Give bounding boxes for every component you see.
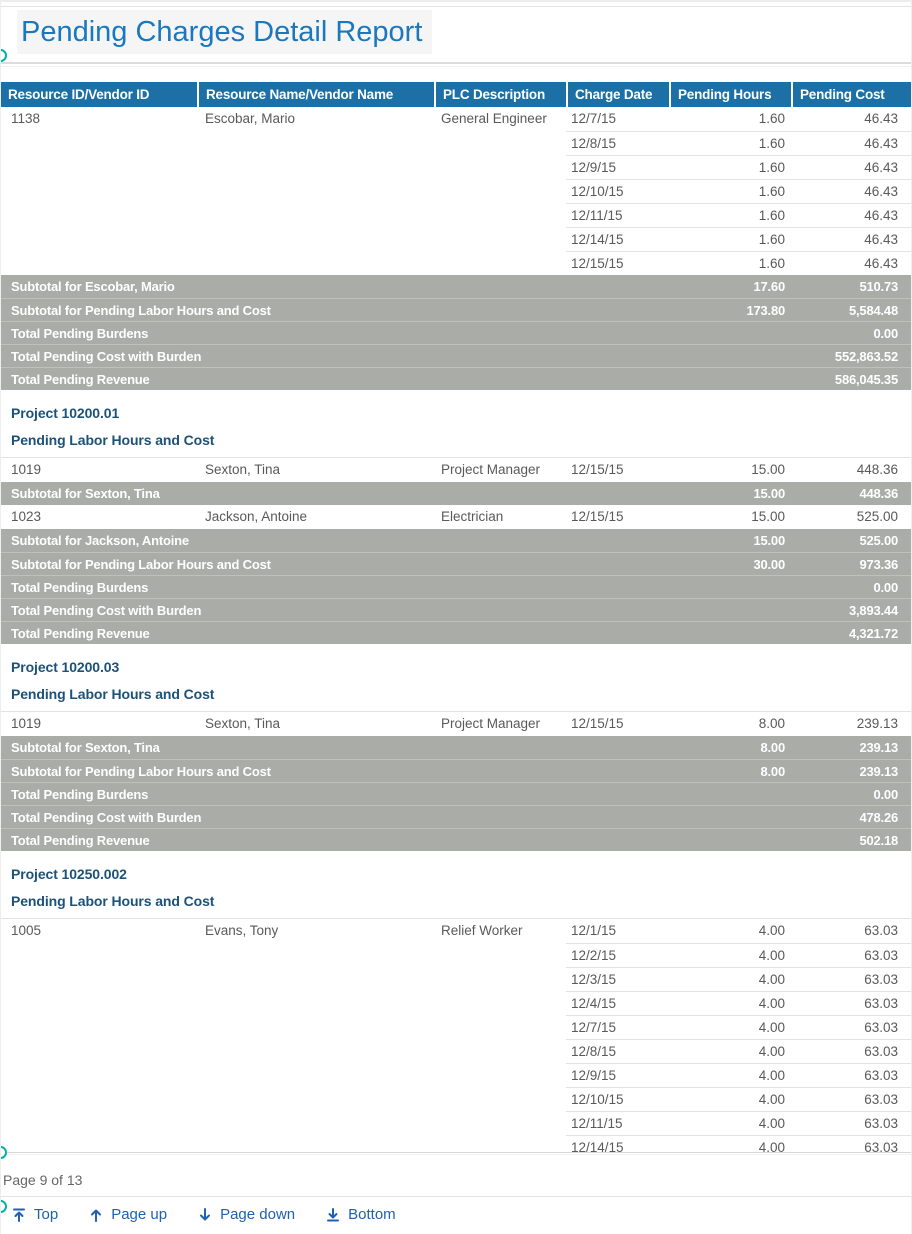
bottom-arrow-icon (325, 1207, 341, 1223)
summary-cost: 239.13 (859, 740, 898, 755)
summary-row (1, 828, 912, 851)
cell-resource-id: 1023 (11, 509, 42, 524)
cell-resource-id: 1019 (11, 716, 42, 731)
cell-pending-hours: 4.00 (669, 967, 791, 991)
summary-cost: 552,863.52 (834, 349, 898, 364)
nav-bottom-button[interactable] (325, 1206, 396, 1223)
nav-page-up-button[interactable] (88, 1206, 167, 1223)
cell-resource-name: Jackson, Antoine (205, 509, 308, 524)
summary-cost: 502.18 (859, 833, 898, 848)
cell-charge-date: 12/9/15 (566, 155, 669, 179)
cell-pending-cost: 46.43 (791, 179, 912, 203)
summary-label: Subtotal for Escobar, Mario (11, 279, 175, 294)
summary-row (1, 621, 912, 644)
teal-edge-marker (0, 49, 7, 62)
summary-hours (669, 576, 791, 599)
title-divider (1, 62, 911, 64)
cell-pending-cost: 63.03 (791, 1111, 912, 1135)
cell-pending-hours: 1.60 (758, 111, 785, 126)
cell-pending-hours: 1.60 (669, 203, 791, 227)
cell-charge-date: 12/15/15 (571, 462, 624, 477)
summary-row (1, 275, 912, 298)
summary-hours (669, 783, 791, 806)
summary-row (1, 575, 912, 598)
project-section-header (1, 851, 912, 919)
cell-pending-hours: 1.60 (669, 155, 791, 179)
cell-pending-cost: 63.03 (791, 1135, 912, 1152)
pagination-nav (11, 1206, 396, 1223)
summary-cost: 586,045.35 (834, 372, 898, 387)
summary-hours: 8.00 (760, 740, 785, 755)
nav-label: Bottom (348, 1206, 396, 1223)
summary-row (1, 598, 912, 621)
cell-charge-date: 12/8/15 (566, 1039, 669, 1063)
summary-label: Total Pending Burdens (11, 787, 149, 802)
cell-charge-date: 12/3/15 (566, 967, 669, 991)
summary-row (1, 482, 912, 505)
summary-hours (669, 345, 791, 368)
summary-hours: 15.00 (753, 486, 785, 501)
summary-label: Total Pending Revenue (11, 372, 150, 387)
cell-pending-cost: 46.43 (864, 111, 898, 126)
up-arrow-icon (88, 1207, 104, 1223)
cell-pending-cost: 63.03 (791, 967, 912, 991)
cell-pending-cost: 239.13 (856, 716, 898, 731)
summary-cost: 239.13 (859, 764, 898, 779)
cell-resource-id: 1019 (11, 462, 42, 477)
cell-pending-hours: 4.00 (758, 923, 785, 938)
summary-label: Total Pending Burdens (11, 580, 149, 595)
cell-resource-name: Escobar, Mario (205, 111, 296, 126)
nav-label: Page down (220, 1206, 296, 1223)
cell-pending-cost: 46.43 (791, 251, 912, 275)
summary-label: Total Pending Cost with Burden (11, 603, 202, 618)
summary-hours: 17.60 (753, 279, 785, 294)
cell-resource-id: 1138 (11, 111, 41, 126)
cell-pending-cost: 46.43 (791, 203, 912, 227)
cell-resource-name: Sexton, Tina (205, 716, 281, 731)
cell-pending-cost: 63.03 (791, 1063, 912, 1087)
cell-charge-date: 12/11/15 (566, 203, 669, 227)
cell-charge-date: 12/4/15 (566, 991, 669, 1015)
cell-charge-date: 12/8/15 (566, 131, 669, 155)
cell-pending-hours: 15.00 (751, 509, 785, 524)
cell-pending-hours: 4.00 (669, 943, 791, 967)
cell-pending-hours: 4.00 (669, 1015, 791, 1039)
column-header-resource-name-vendor-name: Resource Name/Vendor Name (197, 82, 434, 107)
project-heading: Project 10200.03 (11, 659, 120, 675)
table-row-group (1, 712, 912, 736)
cell-plc-description: General Engineer (441, 111, 547, 126)
cell-charge-date: 12/7/15 (571, 111, 617, 126)
cell-charge-date: 12/15/15 (566, 251, 669, 275)
cell-pending-cost: 46.43 (791, 131, 912, 155)
report-body (1, 107, 912, 1152)
footer-divider-3 (1, 1196, 911, 1197)
summary-row (1, 344, 912, 367)
cell-pending-hours: 4.00 (669, 1135, 791, 1152)
cell-charge-date: 12/11/15 (566, 1111, 669, 1135)
summary-row (1, 805, 912, 828)
cell-resource-name: Sexton, Tina (205, 462, 281, 477)
table-row-group (1, 107, 912, 275)
cell-pending-hours: 15.00 (751, 462, 785, 477)
cell-plc-description: Project Manager (441, 716, 541, 731)
cell-pending-cost: 46.43 (791, 155, 912, 179)
cell-charge-date: 12/15/15 (571, 716, 624, 731)
cell-plc-description: Project Manager (441, 462, 541, 477)
summary-hours: 173.80 (746, 303, 785, 318)
summary-label: Subtotal for Sexton, Tina (11, 486, 160, 501)
summary-cost: 525.00 (859, 533, 898, 548)
cell-charge-date: 12/14/15 (566, 227, 669, 251)
cell-pending-cost: 63.03 (791, 943, 912, 967)
summary-hours (669, 829, 791, 852)
cell-pending-cost: 46.43 (791, 227, 912, 251)
summary-row (1, 298, 912, 321)
summary-label: Subtotal for Pending Labor Hours and Cost (11, 303, 271, 318)
project-subheading: Pending Labor Hours and Cost (11, 432, 215, 448)
cell-pending-hours: 4.00 (669, 991, 791, 1015)
summary-cost: 0.00 (873, 326, 898, 341)
summary-cost: 973.36 (859, 557, 898, 572)
table-row-group (1, 505, 912, 529)
column-header-charge-date: Charge Date (566, 82, 669, 107)
summary-label: Subtotal for Pending Labor Hours and Cost (11, 764, 271, 779)
cell-plc-description: Electrician (441, 509, 504, 524)
summary-row (1, 367, 912, 390)
summary-row (1, 736, 912, 759)
title-band (17, 10, 432, 54)
project-heading: Project 10200.01 (11, 405, 120, 421)
cell-pending-hours: 4.00 (669, 1039, 791, 1063)
cell-charge-date: 12/7/15 (566, 1015, 669, 1039)
down-arrow-icon (197, 1207, 213, 1223)
column-header-pending-hours: Pending Hours (669, 82, 791, 107)
cell-charge-date: 12/15/15 (571, 509, 624, 524)
cell-charge-date: 12/10/15 (566, 1087, 669, 1111)
nav-label: Page up (111, 1206, 168, 1223)
cell-pending-hours: 8.00 (758, 716, 785, 731)
table-header-row (1, 82, 912, 107)
table-row-group (1, 919, 912, 1152)
summary-cost: 448.36 (859, 486, 898, 501)
cell-pending-cost: 63.03 (791, 1039, 912, 1063)
teal-edge-marker (0, 1200, 7, 1213)
summary-hours: 8.00 (760, 764, 785, 779)
summary-hours: 30.00 (753, 557, 785, 572)
column-header-resource-id-vendor-id: Resource ID/Vendor ID (8, 87, 150, 102)
summary-cost: 478.26 (859, 810, 898, 825)
summary-label: Total Pending Revenue (11, 833, 150, 848)
project-heading: Project 10250.002 (11, 866, 127, 882)
summary-row (1, 552, 912, 575)
report-table (1, 82, 912, 1152)
summary-label: Total Pending Revenue (11, 626, 150, 641)
nav-page-down-button[interactable] (197, 1206, 295, 1223)
cell-pending-cost: 63.03 (791, 991, 912, 1015)
summary-cost: 0.00 (873, 787, 898, 802)
cell-pending-hours: 4.00 (669, 1087, 791, 1111)
cell-charge-date: 12/14/15 (566, 1135, 669, 1152)
summary-cost: 4,321.72 (848, 626, 898, 641)
summary-row (1, 321, 912, 344)
cell-charge-date: 12/2/15 (566, 943, 669, 967)
summary-cost: 3,893.44 (848, 603, 898, 618)
summary-label: Subtotal for Sexton, Tina (11, 740, 160, 755)
page-indicator: Page 9 of 13 (3, 1172, 83, 1188)
project-subheading: Pending Labor Hours and Cost (11, 686, 215, 702)
project-section-header (1, 390, 912, 458)
summary-hours (669, 806, 791, 829)
summary-label: Total Pending Burdens (11, 326, 149, 341)
summary-label: Total Pending Cost with Burden (11, 810, 202, 825)
column-header-plc-description: PLC Description (434, 82, 566, 107)
cell-pending-hours: 4.00 (669, 1063, 791, 1087)
title-divider-2 (1, 66, 911, 67)
summary-hours (669, 622, 791, 645)
summary-label: Total Pending Cost with Burden (11, 349, 202, 364)
summary-label: Subtotal for Jackson, Antoine (11, 533, 189, 548)
column-header-pending-cost: Pending Cost (791, 82, 912, 107)
cell-resource-name: Evans, Tony (205, 923, 279, 938)
cell-pending-cost: 525.00 (856, 509, 898, 524)
cell-pending-cost: 448.36 (856, 462, 898, 477)
summary-row (1, 759, 912, 782)
summary-cost: 0.00 (873, 580, 898, 595)
cell-pending-hours: 1.60 (669, 131, 791, 155)
cell-pending-hours: 4.00 (669, 1111, 791, 1135)
summary-row (1, 782, 912, 805)
cell-charge-date: 12/10/15 (566, 179, 669, 203)
table-row-group (1, 458, 912, 482)
cell-resource-id: 1005 (11, 923, 42, 938)
summary-hours: 15.00 (753, 533, 785, 548)
project-section-header (1, 644, 912, 712)
page-title: Pending Charges Detail Report (21, 16, 423, 48)
cell-pending-cost: 63.03 (791, 1087, 912, 1111)
summary-cost: 5,584.48 (848, 303, 898, 318)
cell-pending-hours: 1.60 (669, 251, 791, 275)
cell-pending-hours: 1.60 (669, 227, 791, 251)
cell-charge-date: 12/9/15 (566, 1063, 669, 1087)
summary-cost: 510.73 (859, 279, 898, 294)
summary-hours (669, 599, 791, 622)
cell-charge-date: 12/1/15 (571, 923, 617, 938)
nav-label: Top (34, 1206, 59, 1223)
cell-plc-description: Relief Worker (441, 923, 523, 938)
summary-label: Subtotal for Pending Labor Hours and Cost (11, 557, 271, 572)
project-subheading: Pending Labor Hours and Cost (11, 893, 215, 909)
summary-hours (669, 322, 791, 345)
top-border-line (1, 0, 911, 2)
summary-row (1, 529, 912, 552)
top-arrow-icon (11, 1207, 27, 1223)
nav-top-button[interactable] (11, 1206, 58, 1223)
cell-pending-cost: 63.03 (864, 923, 898, 938)
cell-pending-cost: 63.03 (791, 1015, 912, 1039)
footer-divider (1, 1152, 911, 1153)
summary-hours (669, 368, 791, 391)
top-border-line-2 (1, 6, 911, 7)
cell-pending-hours: 1.60 (669, 179, 791, 203)
footer-divider-2 (1, 1154, 911, 1155)
